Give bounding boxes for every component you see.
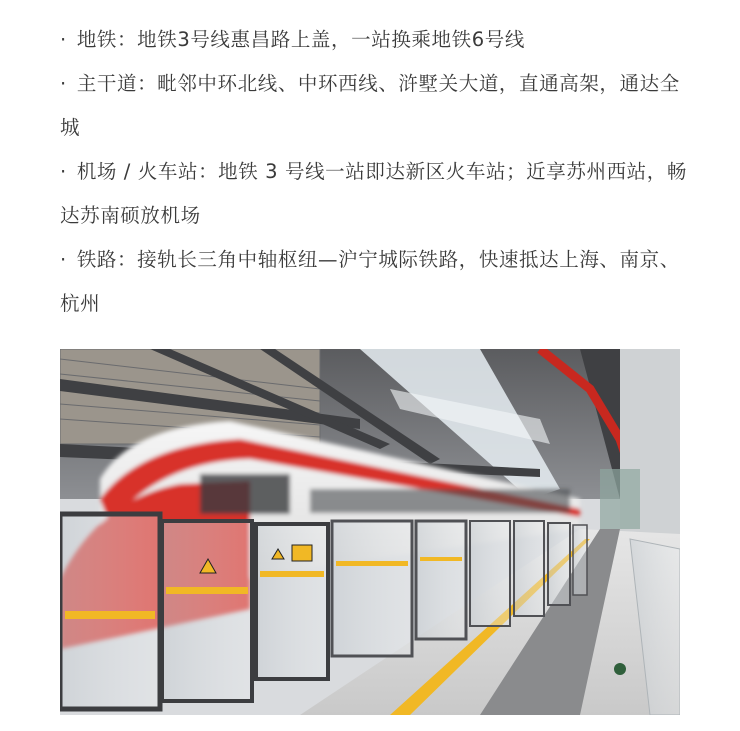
list-item-main-roads [60, 62, 690, 150]
list-item-text: 铁路：接轨长三角中轴枢纽—沪宁城际铁路，快速抵达上海、南京、杭州 [60, 248, 680, 315]
list-item-text: 机场 / 火车站：地铁 3 号线一站即达新区火车站；近享苏州西站，畅达苏南硕放机场 [60, 160, 687, 227]
floor-marker [614, 663, 626, 675]
glass-entrance [600, 469, 640, 529]
metro-platform-photo [60, 349, 680, 715]
bullet: · [60, 28, 67, 51]
metro-platform-illustration [60, 349, 680, 715]
list-item-airport-station [60, 150, 690, 238]
list-item-metro [60, 18, 690, 62]
list-item-text: 主干道：毗邻中环北线、中环西线、浒墅关大道，直通高架，通达全城 [60, 72, 680, 139]
transport-info-list [60, 18, 690, 326]
bullet: · [60, 160, 67, 183]
list-item-railway [60, 238, 690, 326]
list-item-text: 地铁：地铁3号线惠昌路上盖，一站换乘地铁6号线 [76, 28, 525, 51]
bullet: · [60, 248, 67, 271]
bullet: · [60, 72, 67, 95]
